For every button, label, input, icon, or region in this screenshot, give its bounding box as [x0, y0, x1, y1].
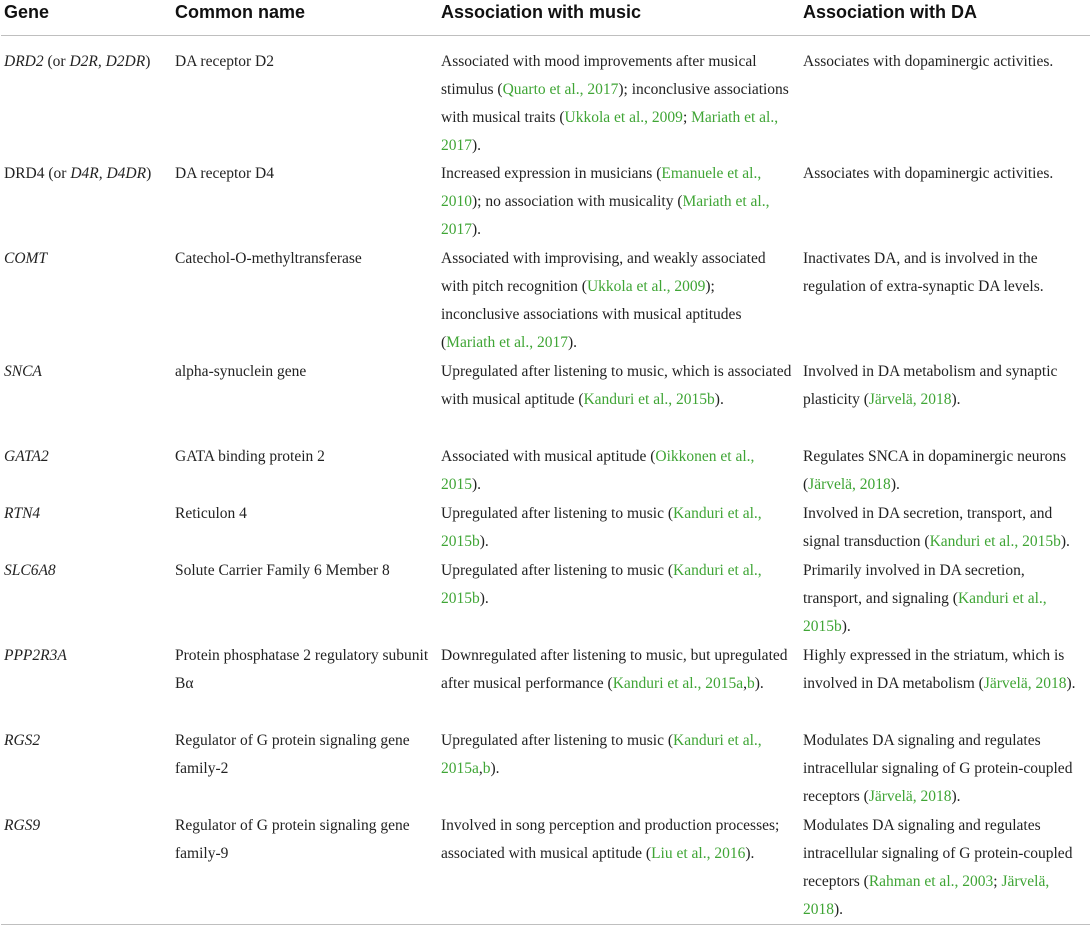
citation-link[interactable]: Oikkonen et al., 2015	[441, 448, 755, 493]
header-association-music: Association with music	[438, 0, 800, 36]
table-row	[1, 443, 1090, 500]
cell-text: ).	[490, 760, 500, 777]
cell-text: ).	[834, 901, 844, 918]
common-name-cell: DA receptor D4	[175, 165, 274, 182]
table-row	[1, 358, 1090, 443]
music-association-cell	[438, 245, 800, 358]
da-association-cell	[800, 160, 1090, 245]
cell-text: ).	[841, 618, 851, 635]
citation-link[interactable]: Mariath et al., 2017	[441, 109, 779, 154]
da-association-cell	[800, 36, 1090, 161]
gene-cell: RGS9	[1, 812, 172, 925]
cell-text: ).	[714, 391, 724, 408]
gene-cell	[1, 160, 172, 245]
header-common-name: Common name	[172, 0, 438, 36]
common-name-cell: Solute Carrier Family 6 Member 8	[175, 562, 390, 579]
cell-text: Upregulated after listening to music (	[441, 732, 674, 749]
gene-cell: GATA2	[4, 448, 49, 465]
cell-text: ); inconclusive associations with musical aptitudes (	[441, 278, 742, 351]
citation-link[interactable]: Mariath et al., 2017	[446, 334, 568, 351]
cell-text: ,	[743, 675, 747, 692]
cell-text: ).	[568, 334, 578, 351]
cell-text: ).	[1060, 533, 1070, 550]
gene-symbol: DRD4	[4, 165, 45, 182]
table-row	[1, 160, 1090, 245]
cell-text: Downregulated after listening to music, but upregulated after musical performance (	[441, 647, 788, 692]
common-name-cell: Protein phosphatase 2 regulatory subunit Bα	[175, 647, 429, 692]
common-name-cell: GATA binding protein 2	[175, 448, 325, 465]
gene-text: )	[146, 165, 152, 182]
cell-text: Primarily involved in DA secretion, transport, and signaling (	[803, 562, 1025, 607]
table-row	[1, 727, 1090, 812]
common-name-cell: Reticulon 4	[175, 505, 247, 522]
cell-text: ).	[890, 476, 900, 493]
cell-text: ;	[993, 873, 1002, 890]
cell-text: ).	[754, 675, 764, 692]
gene-alias: D4R,	[70, 165, 103, 182]
citation-link[interactable]: Liu et al., 2016	[651, 845, 746, 862]
citation-link[interactable]: b	[482, 760, 491, 777]
gene-cell: RTN4	[4, 505, 41, 522]
music-association-cell	[438, 160, 800, 245]
da-association-cell	[800, 245, 1090, 358]
citation-link[interactable]: Järvelä, 2018	[868, 788, 952, 805]
citation-link[interactable]: Kanduri et al., 2015a	[612, 675, 744, 692]
gene-text: )	[145, 53, 151, 70]
cell-text: ).	[951, 391, 961, 408]
da-association-cell	[800, 358, 1090, 443]
cell-text: ).	[479, 533, 489, 550]
da-association-cell	[800, 443, 1090, 500]
citation-link[interactable]: Järvelä, 2018	[983, 675, 1067, 692]
cell-text: Associates with dopaminergic activities.	[803, 165, 1054, 182]
cell-text: Upregulated after listening to music, which is associated with musical aptitude (	[441, 363, 792, 408]
citation-link[interactable]: Rahman et al., 2003	[868, 873, 994, 890]
citation-link[interactable]: Kanduri et al., 2015b	[441, 505, 762, 550]
citation-link[interactable]: Järvelä, 2018	[868, 391, 952, 408]
header-association-da: Association with DA	[800, 0, 1090, 36]
music-association-cell	[438, 727, 800, 812]
cell-text: Modulates DA signaling and regulates intracellular signaling of G protein-coupled receptors (	[803, 732, 1073, 805]
common-name-cell: Catechol-O-methyltransferase	[175, 250, 362, 267]
common-name-cell: Regulator of G protein signaling gene family-9	[172, 812, 438, 925]
citation-link[interactable]: b	[747, 675, 755, 692]
cell-text: Modulates DA signaling and regulates intracellular signaling of G protein-coupled receptors (	[803, 817, 1073, 890]
citation-link[interactable]: Järvelä, 2018	[808, 476, 891, 493]
da-association-cell	[800, 727, 1090, 812]
header-gene: Gene	[1, 0, 172, 36]
cell-text: Highly expressed in the striatum, which is involved in DA metabolism (	[803, 647, 1065, 692]
cell-text: ).	[479, 590, 489, 607]
music-association-cell	[438, 358, 800, 443]
gene-cell: COMT	[4, 250, 48, 267]
cell-text: Upregulated after listening to music (	[441, 505, 674, 522]
cell-text: Involved in DA metabolism and synaptic plasticity (	[803, 363, 1058, 408]
table-header-row	[1, 0, 1090, 36]
gene-alias: D2DR	[105, 53, 146, 70]
citation-link[interactable]: Kanduri et al., 2015a	[441, 732, 762, 777]
cell-text: ).	[472, 221, 482, 238]
da-association-cell	[800, 812, 1090, 925]
cell-text: Associates with dopaminergic activities.	[803, 53, 1054, 70]
gene-cell: SLC6A8	[4, 562, 56, 579]
citation-link[interactable]: Ukkola et al., 2009	[586, 278, 706, 295]
cell-text: Upregulated after listening to music (	[441, 562, 674, 579]
music-association-cell	[438, 812, 800, 925]
music-association-cell	[438, 642, 800, 727]
gene-cell: RGS2	[4, 732, 41, 749]
gene-cell	[1, 36, 172, 161]
common-name-cell: DA receptor D2	[175, 53, 274, 70]
common-name-cell: alpha-synuclein gene	[175, 363, 307, 380]
music-association-cell	[438, 443, 800, 500]
cell-text: ); no association with musicality (	[472, 193, 683, 210]
gene-symbol: DRD2	[4, 53, 44, 70]
cell-text: Associated with musical aptitude (	[441, 448, 656, 465]
cell-text: ); inconclusive associations with musical traits (	[441, 81, 789, 126]
table-row	[1, 36, 1090, 161]
table-row	[1, 245, 1090, 358]
citation-link[interactable]: Mariath et al., 2017	[441, 193, 770, 238]
gene-cell: PPP2R3A	[4, 647, 67, 664]
cell-text: ;	[682, 109, 692, 126]
cell-text: Associated with mood improvements after musical stimulus (	[441, 53, 757, 98]
cell-text: Associated with improvising, and weakly associated with pitch recognition (	[441, 250, 766, 295]
citation-link[interactable]: Quarto et al., 2017	[502, 81, 619, 98]
cell-text: Involved in song perception and production processes; associated with musical aptitude (	[441, 817, 780, 862]
citation-link[interactable]: Kanduri et al., 2015b	[929, 533, 1061, 550]
gene-text: (or	[44, 165, 71, 182]
cell-text: Inactivates DA, and is involved in the regulation of extra-synaptic DA levels.	[803, 250, 1044, 295]
cell-text: Increased expression in musicians (	[441, 165, 662, 182]
gene-association-table	[1, 0, 1090, 925]
cell-text: ).	[745, 845, 755, 862]
cell-text: ).	[472, 476, 482, 493]
cell-text: ).	[1066, 675, 1076, 692]
cell-text: ,	[478, 760, 483, 777]
gene-alias: D4DR	[106, 165, 147, 182]
cell-text: Regulates SNCA in dopaminergic neurons (	[803, 448, 1067, 493]
table-row	[1, 812, 1090, 925]
citation-link[interactable]: Järvelä, 2018	[803, 873, 1050, 918]
cell-text: ).	[472, 137, 482, 154]
cell-text: Involved in DA secretion, transport, and signal transduction (	[803, 505, 1053, 550]
table-row	[1, 557, 1090, 642]
citation-link[interactable]: Kanduri et al., 2015b	[803, 590, 1047, 635]
citation-link[interactable]: Kanduri et al., 2015b	[583, 391, 715, 408]
table-row	[1, 642, 1090, 727]
citation-link[interactable]: Emanuele et al., 2010	[441, 165, 762, 210]
cell-text: ).	[951, 788, 961, 805]
gene-cell: SNCA	[4, 363, 42, 380]
citation-link[interactable]: Kanduri et al., 2015b	[441, 562, 762, 607]
common-name-cell: Regulator of G protein signaling gene family-2	[175, 732, 410, 777]
gene-alias: D2R,	[69, 53, 102, 70]
citation-link[interactable]: Ukkola et al., 2009	[564, 109, 683, 126]
da-association-cell	[800, 642, 1090, 727]
da-association-cell	[800, 557, 1090, 642]
table-row	[1, 500, 1090, 557]
music-association-cell	[438, 500, 800, 557]
gene-text: (or	[43, 53, 70, 70]
music-association-cell	[438, 557, 800, 642]
da-association-cell	[800, 500, 1090, 557]
music-association-cell	[438, 36, 800, 161]
